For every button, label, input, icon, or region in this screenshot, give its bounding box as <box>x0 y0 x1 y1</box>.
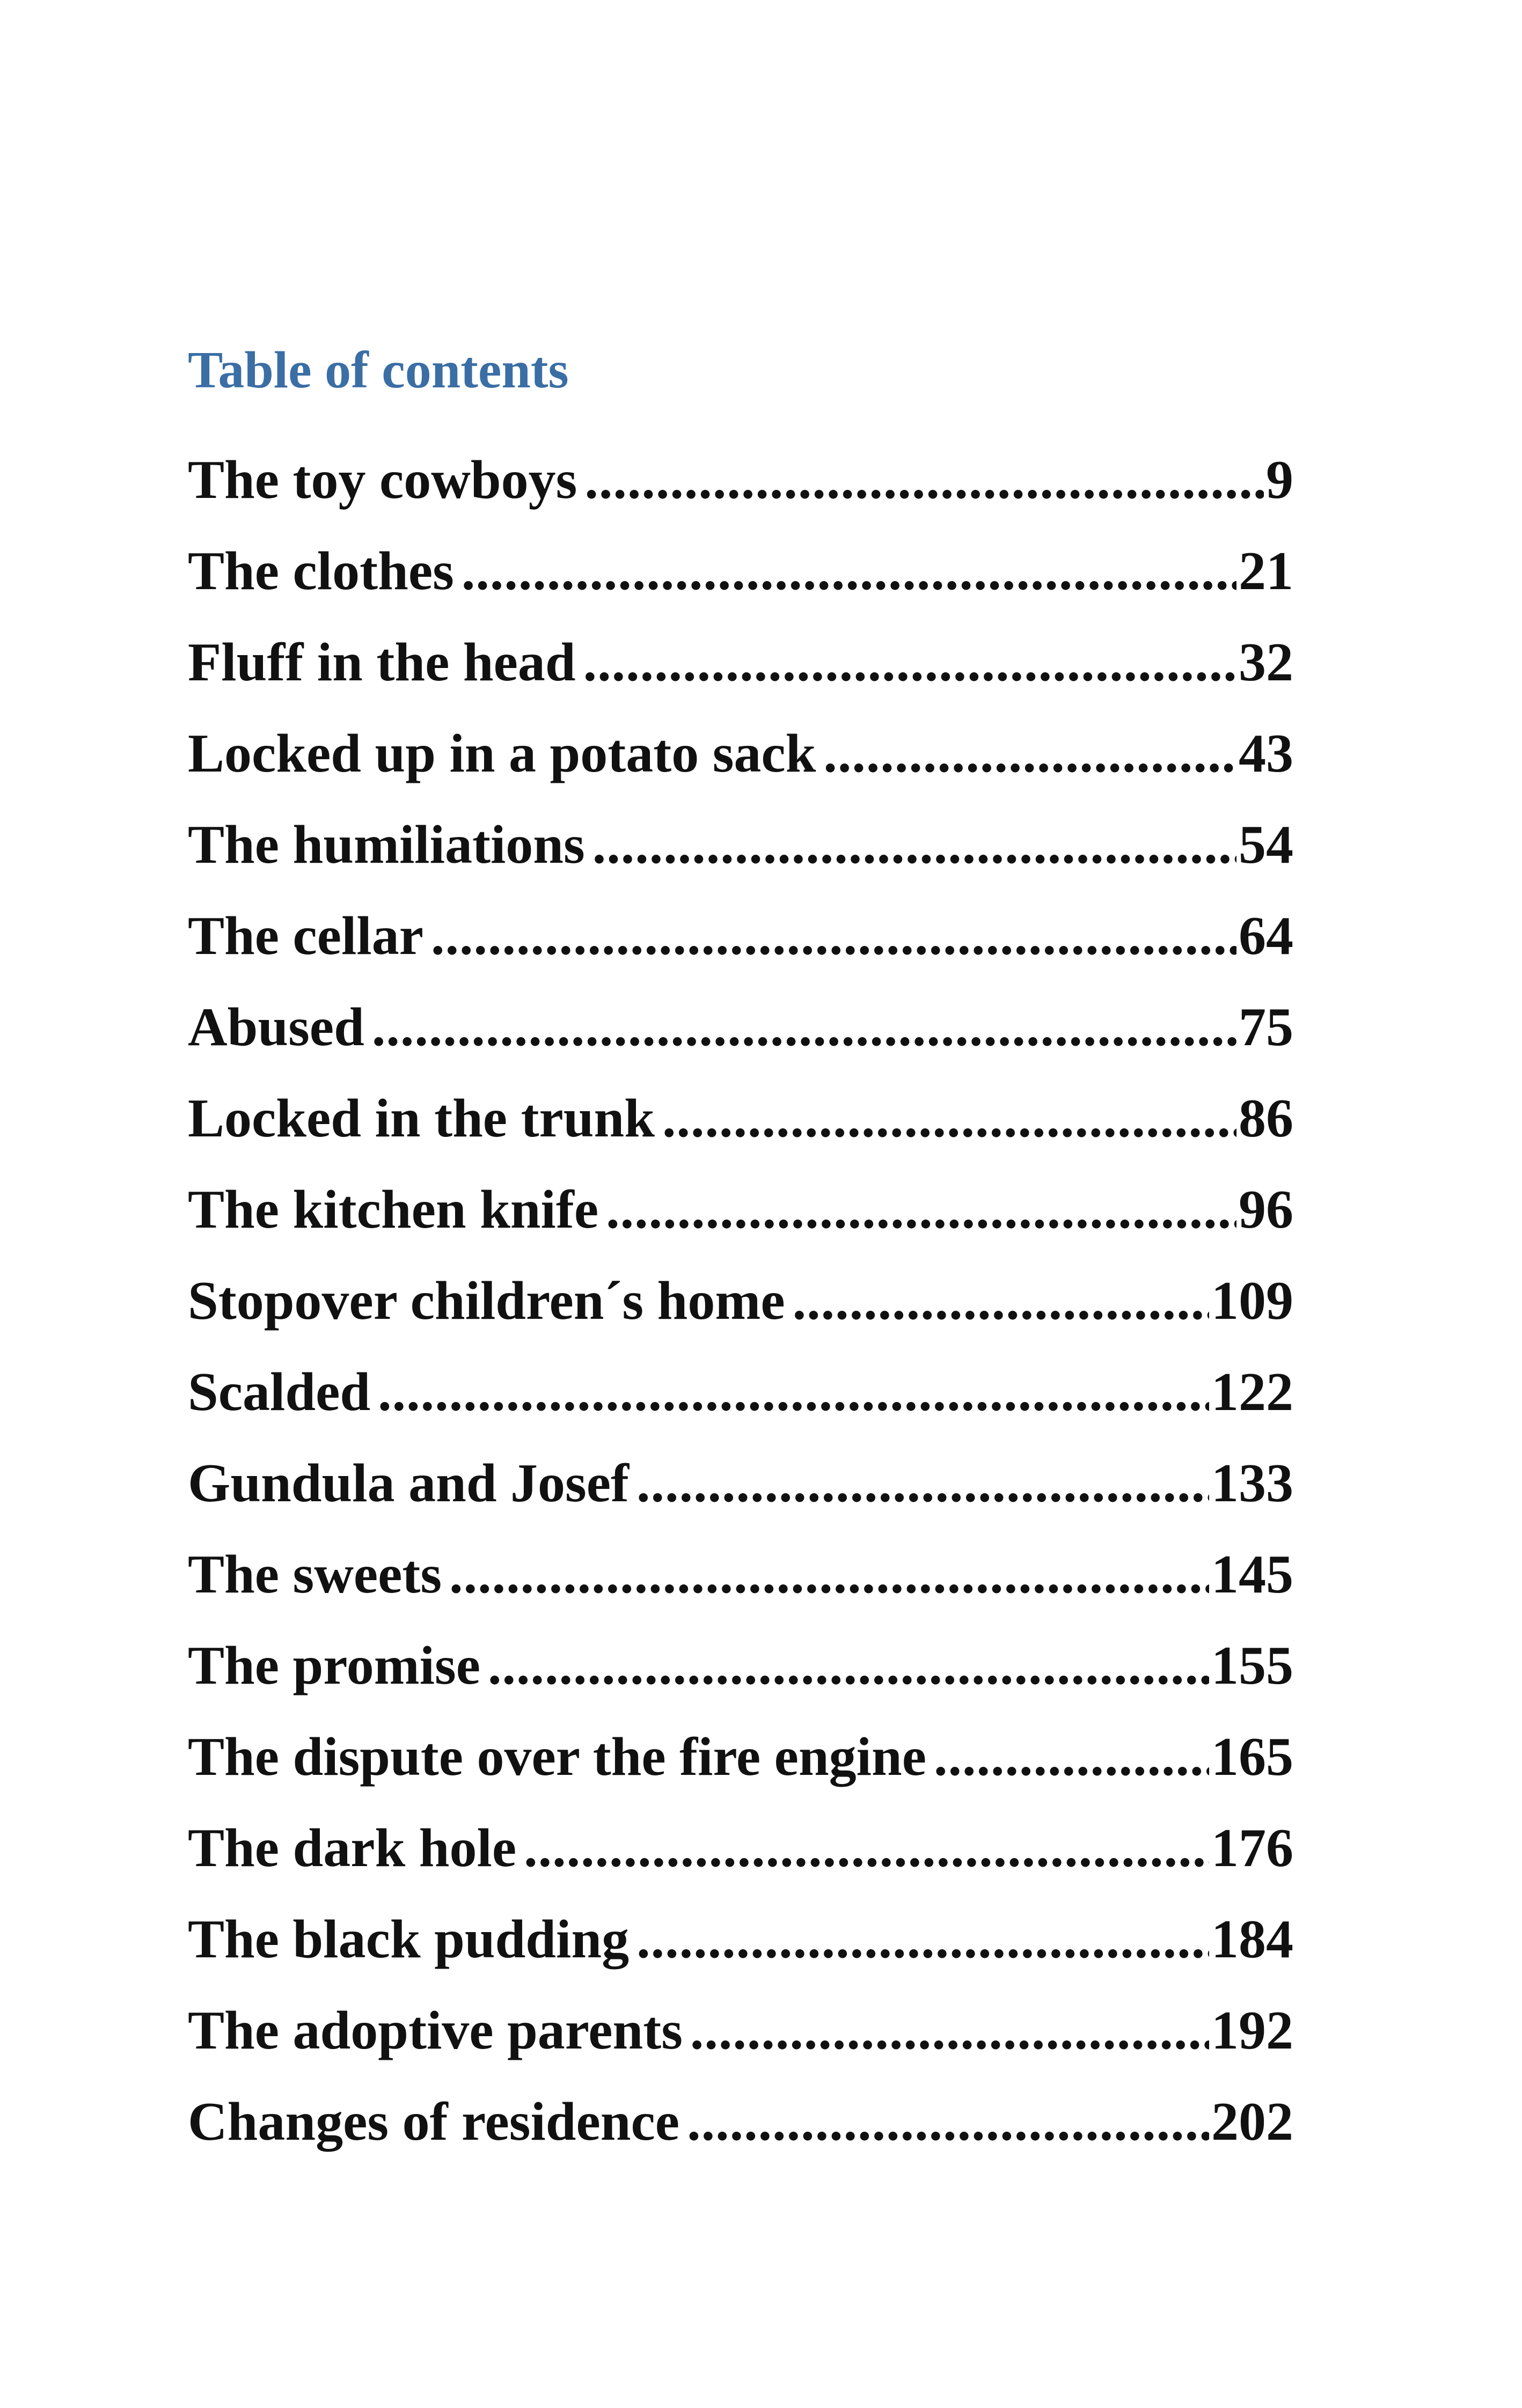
toc-entry-title: Gundula and Josef <box>188 1453 629 1514</box>
toc-entry-title: The humiliations <box>188 814 585 875</box>
toc-entry-title: The adoptive parents <box>188 2000 683 2061</box>
toc-entry-title: Scalded <box>188 1362 371 1422</box>
toc-entry-title: Locked in the trunk <box>188 1088 655 1149</box>
toc-entry-title: The promise <box>188 1635 480 1696</box>
toc-entry-title: Stopover children´s home <box>188 1271 785 1331</box>
dot-leader <box>687 2076 1209 2168</box>
toc-entry-page-number: 96 <box>1239 1179 1293 1240</box>
dot-leader <box>823 708 1236 799</box>
dot-leader <box>378 1347 1209 1438</box>
dot-leader <box>690 1985 1209 2076</box>
toc-entry-page-number: 165 <box>1211 1727 1293 1787</box>
toc-entry-page-number: 9 <box>1266 450 1293 510</box>
toc-entry[interactable] <box>188 1985 1293 2076</box>
toc-entry-title: The black pudding <box>188 1909 630 1970</box>
toc-entry[interactable] <box>188 1438 1293 1529</box>
dot-leader <box>431 891 1236 982</box>
toc-entry-page-number: 43 <box>1239 723 1293 784</box>
toc-entry-title: Abused <box>188 997 364 1058</box>
table-of-contents <box>188 335 1293 2168</box>
toc-entry-page-number: 176 <box>1211 1818 1293 1878</box>
dot-leader <box>524 1803 1209 1894</box>
toc-entry-title: Changes of residence <box>188 2091 680 2152</box>
toc-entry-page-number: 32 <box>1239 632 1293 693</box>
toc-entry-page-number: 21 <box>1239 541 1293 601</box>
toc-entry-page-number: 54 <box>1239 814 1293 875</box>
toc-entry-title: Fluff in the head <box>188 632 576 693</box>
toc-entry-title: The dark hole <box>188 1818 517 1878</box>
toc-entry-page-number: 133 <box>1211 1453 1293 1514</box>
dot-leader <box>793 1256 1209 1347</box>
toc-entry[interactable] <box>188 891 1293 982</box>
toc-entry-page-number: 86 <box>1239 1088 1293 1149</box>
toc-entry[interactable] <box>188 2076 1293 2168</box>
toc-entry[interactable] <box>188 617 1293 708</box>
toc-entry[interactable] <box>188 1712 1293 1803</box>
toc-entry[interactable] <box>188 799 1293 891</box>
dot-leader <box>592 799 1236 891</box>
toc-entry-title: The kitchen knife <box>188 1179 599 1240</box>
toc-list <box>188 435 1293 2168</box>
toc-entry[interactable] <box>188 708 1293 799</box>
toc-entry[interactable] <box>188 1803 1293 1894</box>
dot-leader <box>583 617 1236 708</box>
toc-entry-title: The dispute over the fire engine <box>188 1727 927 1787</box>
toc-entry-title: The toy cowboys <box>188 450 577 510</box>
toc-entry-page-number: 122 <box>1211 1362 1293 1422</box>
toc-entry[interactable] <box>188 1073 1293 1164</box>
dot-leader <box>636 1894 1209 1985</box>
toc-entry[interactable] <box>188 435 1293 526</box>
dot-leader <box>934 1712 1209 1803</box>
toc-entry[interactable] <box>188 1347 1293 1438</box>
toc-entry-page-number: 64 <box>1239 906 1293 966</box>
toc-entry-page-number: 192 <box>1211 2000 1293 2061</box>
toc-entry[interactable] <box>188 1256 1293 1347</box>
toc-entry-page-number: 155 <box>1211 1635 1293 1696</box>
toc-entry-page-number: 75 <box>1239 997 1293 1058</box>
dot-leader <box>636 1438 1209 1529</box>
toc-entry[interactable] <box>188 1164 1293 1256</box>
toc-entry[interactable] <box>188 1529 1293 1620</box>
toc-entry[interactable] <box>188 982 1293 1073</box>
dot-leader <box>488 1620 1209 1712</box>
toc-entry-page-number: 202 <box>1211 2091 1293 2152</box>
dot-leader <box>662 1073 1236 1164</box>
dot-leader <box>449 1529 1209 1620</box>
toc-entry-page-number: 184 <box>1211 1909 1293 1970</box>
dot-leader <box>584 435 1264 526</box>
toc-entry-title: The sweets <box>188 1544 442 1605</box>
dot-leader <box>372 982 1236 1073</box>
toc-entry-title: The clothes <box>188 541 454 601</box>
toc-entry-title: The cellar <box>188 906 424 966</box>
toc-entry[interactable] <box>188 1894 1293 1985</box>
toc-entry-page-number: 109 <box>1211 1271 1293 1331</box>
toc-entry[interactable] <box>188 526 1293 617</box>
toc-entry-title: Locked up in a potato sack <box>188 723 816 784</box>
toc-entry[interactable] <box>188 1620 1293 1712</box>
dot-leader <box>606 1164 1236 1256</box>
toc-heading: Table of contents <box>188 341 569 399</box>
dot-leader <box>462 526 1236 617</box>
toc-entry-page-number: 145 <box>1211 1544 1293 1605</box>
